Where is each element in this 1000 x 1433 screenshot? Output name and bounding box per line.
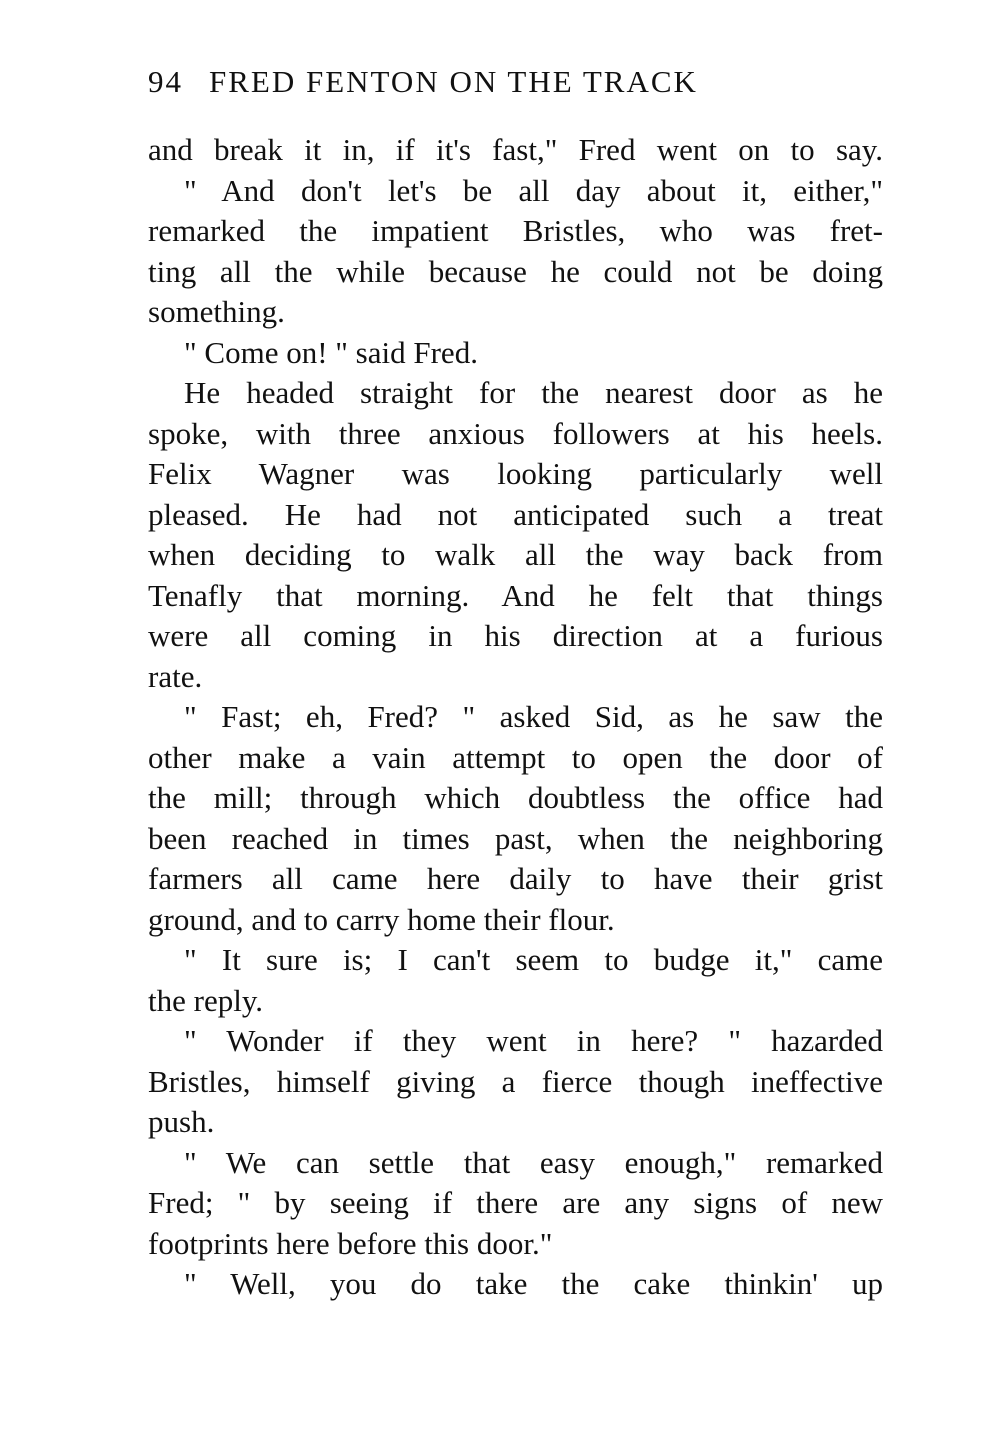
running-header [148,64,888,110]
text-line: " And don't let's be all day about it, either," [184,172,883,208]
text-line: rate. [148,658,203,694]
text-line: " It sure is; I can't seem to budge it," came [184,942,883,977]
text-line: and break it in, if it's fast," Fred went on to say. [148,132,883,167]
page-number: 94 [148,64,183,99]
text-line: " Wonder if they went in here? " hazarded [184,1023,883,1058]
text-line: " Come on! " said Fred. [184,334,478,370]
text-line: other make a vain attempt to open the door of [148,739,883,775]
text-line: He headed straight for the nearest door as he [184,375,883,410]
text-line: ting all the while because he could not be doing [148,253,883,289]
text-line: the mill; through which doubtless the office had [148,780,883,815]
text-line: " Fast; eh, Fred? " asked Sid, as he saw the [184,699,883,734]
running-title: FRED FENTON ON THE TRACK [209,64,698,99]
text-line: Felix Wagner was looking particularly well [148,456,883,491]
text-line: push. [148,1104,215,1139]
text-line: Bristles, himself giving a fierce though ineffective [148,1063,883,1099]
text-line: " We can settle that easy enough," remarked [184,1144,883,1180]
text-line: spoke, with three anxious followers at his heels. [148,415,883,451]
text-line: farmers all came here daily to have their grist [148,861,883,896]
text-line: footprints here before this door." [148,1225,553,1261]
text-line: Fred; " by seeing if there are any signs of new [148,1185,883,1220]
text-line: remarked the impatient Bristles, who was fret- [148,213,883,248]
text-line: the reply. [148,982,264,1018]
text-line: " Well, you do take the cake thinkin' up [184,1266,883,1301]
text-line: ground, and to carry home their flour. [148,901,615,937]
text-line: something. [148,294,285,329]
text-line: when deciding to walk all the way back from [148,537,883,572]
text-line: been reached in times past, when the neighboring [148,820,883,856]
text-line: were all coming in his direction at a furious [148,618,883,653]
body-text [148,130,883,1305]
text-line: pleased. He had not anticipated such a treat [148,496,883,532]
text-line: Tenafly that morning. And he felt that things [148,577,883,613]
